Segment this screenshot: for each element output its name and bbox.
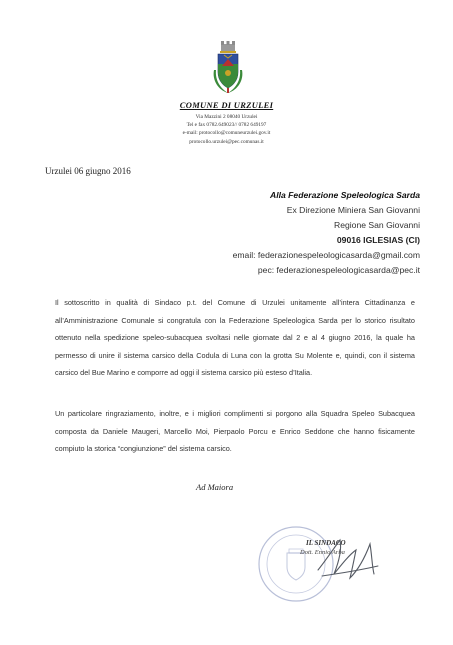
recipient-city: 09016 IGLESIAS (CI)	[336, 235, 420, 245]
paragraph-line: all’Amministrazione Comunale si congratula con la Federazione Speleologica Sarda per lo storico risultato	[55, 315, 415, 325]
handwritten-signature-icon	[312, 530, 384, 588]
municipality-address: Via Mazzini 2 08040 Urzulei	[195, 114, 258, 120]
recipient-email: email: federazionespeleologicasarda@gmail.com	[232, 250, 420, 260]
paragraph-line: compiuto la storica “congiunzione” del sistema carsico.	[55, 444, 232, 453]
body-paragraph-2	[55, 405, 415, 458]
paragraph-line: carsico del Bue Marino e comporre ad oggi il sistema carsico più esteso d’Italia.	[55, 368, 313, 377]
recipient-name: Alla Federazione Speleologica Sarda	[270, 190, 420, 200]
body-paragraph-1	[55, 294, 415, 382]
municipality-phone: Tel e fax 0782.649023// 0782 649197	[186, 122, 267, 128]
coat-of-arms-icon	[210, 40, 246, 96]
letter-date: Urzulei 06 giugno 2016	[45, 166, 131, 176]
municipality-title: COMUNE DI URZULEI	[179, 100, 274, 110]
paragraph-line: permesso di unire il sistema carsico della Codula di Luna con la grotta Su Molente e, quindi, con il sistema	[55, 350, 415, 360]
closing-phrase: Ad Maiora	[196, 482, 234, 492]
recipient-pec: pec: federazionespeleologicasarda@pec.it	[257, 265, 420, 275]
municipality-pec: protocollo.urzulei@pec.comunas.it	[189, 139, 264, 145]
paragraph-line: ottenuto nella spedizione speleo-subacquea svoltasi nelle giornate dal 2 e al 4 giugno 2016, la quale ha	[55, 333, 415, 342]
paragraph-line: composta da Daniele Maugeri, Marcello Moi, Pierpaolo Porcu e Enrico Seddone che hanno fisicamente	[55, 426, 415, 436]
recipient-line-1: Ex Direzione Miniera San Giovanni	[286, 205, 420, 215]
signature-name: Dott. Ennio Arba	[300, 549, 345, 556]
signature-title: IL SINDACO	[306, 539, 346, 547]
paragraph-line: Il sottoscritto in qualità di Sindaco p.t. del Comune di Urzulei unitamente all’intera Cittadinanza e	[55, 298, 415, 307]
paragraph-line: Un particolare ringraziamento, inoltre, e i migliori complimenti si porgono alla Squadra Speleo Subacquea	[55, 409, 415, 418]
recipient-line-2: Regione San Giovanni	[334, 220, 420, 230]
municipality-email: e-mail: protocollo@comuneurzulei.gov.it	[182, 130, 271, 136]
